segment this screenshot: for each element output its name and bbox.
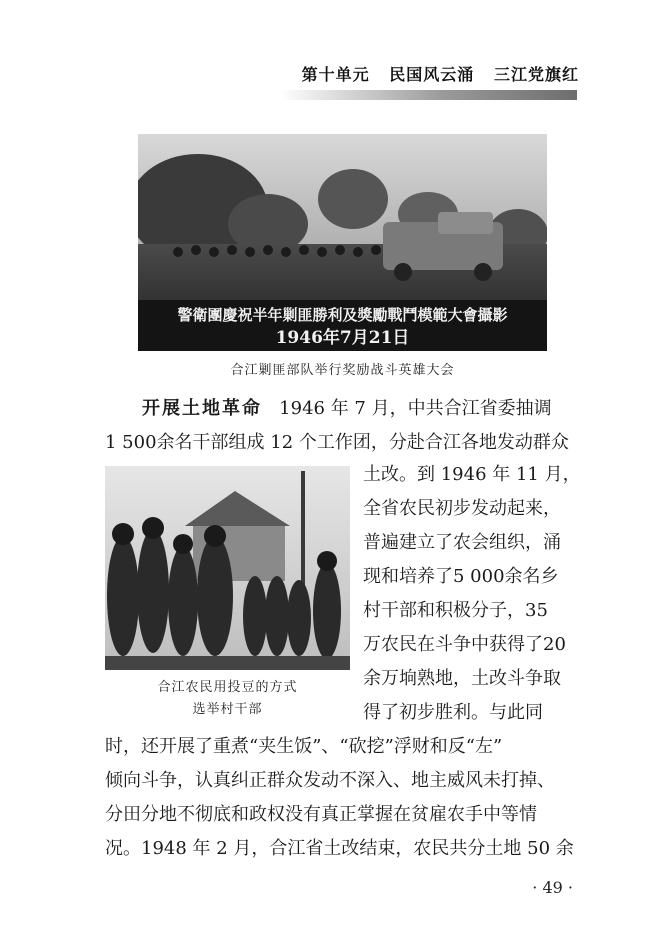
body-line-13: 分田分地不彻底和政权没有真正掌握在贫雇农手中等情 (105, 804, 537, 825)
left-caption-line-1: 合江农民用投豆的方式 (157, 680, 298, 695)
body-line-6: 现和培养了5 000余名乡 (363, 566, 559, 587)
body-line-3: 土改。到 1946 年 11 月， (363, 464, 581, 485)
left-photo-caption (105, 677, 350, 721)
body-line-11: 时，还开展了重煮“夹生饭”、“砍挖”浮财和反“左” (105, 736, 503, 757)
body-line-1-text: 1946 年 7 月，中共合江省委抽调 (279, 398, 552, 419)
body-line-4: 全省农民初步发动起来， (363, 498, 561, 519)
photo-date-text: 1946年7月21日 (275, 328, 410, 348)
left-caption-line-2: 选举村干部 (192, 702, 263, 717)
unit-header-title: 第十单元 民国风云涌 三江党旗红 (301, 65, 579, 84)
body-line-9: 余万垧熟地，土改斗争取 (363, 668, 561, 689)
body-line-12: 倾向斗争，认真纠正群众发动不深入、地主威风未打掉、 (105, 770, 555, 791)
section-lead-heading: 开展土地革命 (142, 398, 262, 419)
body-line-8: 万农民在斗争中获得了20 (363, 634, 566, 655)
body-line-7: 村干部和积极分子，35 (363, 600, 548, 621)
photo-banner-text: 警衛團慶祝半年剿匪勝利及獎勵戰鬥模範大會攝影 (177, 306, 508, 324)
body-line-2: 1 500余名干部组成 12 个工作团，分赴合江各地发动群众 (105, 432, 569, 453)
body-line-14: 况。1948 年 2 月，合江省土改结束，农民共分土地 50 余 (105, 838, 574, 859)
body-line-1 (142, 395, 552, 423)
top-photo-caption: 合江剿匪部队举行奖励战斗英雄大会 (230, 363, 455, 378)
header-gradient-bar (280, 90, 577, 100)
top-photo (138, 134, 547, 351)
body-line-5: 普遍建立了农会组织，涌 (363, 532, 561, 553)
left-photo (105, 466, 350, 670)
page-number: · 49 · (532, 878, 573, 897)
body-line-10: 得了初步胜利。与此同 (363, 702, 543, 723)
